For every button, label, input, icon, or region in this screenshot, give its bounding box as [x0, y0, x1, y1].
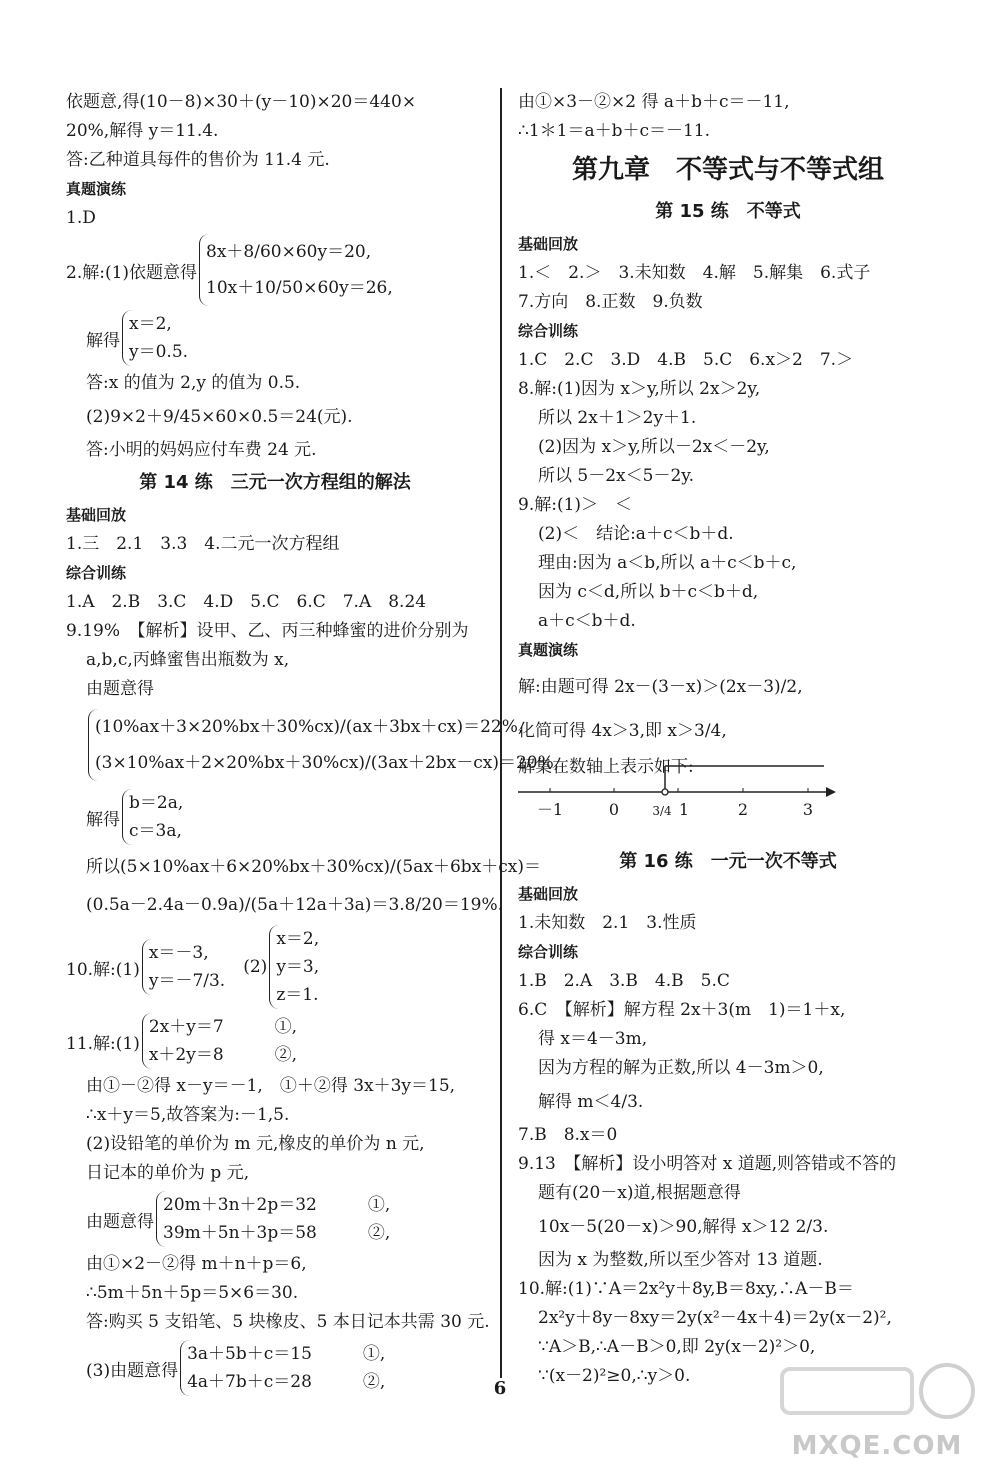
brace-group: [199, 234, 393, 306]
lesson-title: 第 14 练 三元一次方程组的解法: [139, 472, 411, 493]
text-line: a＋c＜b＋d.: [538, 611, 636, 631]
section-heading: 基础回放: [66, 506, 127, 524]
text-line: 9.19% 【解析】设甲、乙、丙三种蜂蜜的进价分别为: [66, 621, 469, 641]
answer-line: 7.方向 8.正数 9.负数: [518, 292, 703, 312]
text-line: (2)9×2＋9/45×60×0.5＝24(元).: [86, 407, 353, 427]
equation: y＝0.5.: [129, 342, 189, 362]
right-column: [518, 88, 938, 1391]
tick-label: 3/4: [652, 804, 672, 818]
tick-label: －1: [536, 800, 564, 819]
answer-line: 7.B 8.x＝0: [518, 1125, 618, 1145]
text-line: 理由:因为 a＜b,所以 a＋c＜b＋c,: [538, 553, 797, 573]
answer-label: 2.解:(1)依题意得: [66, 262, 198, 283]
answer-line: 1.未知数 2.1 3.性质: [518, 913, 697, 933]
brace-group: [142, 939, 225, 995]
equation: 10x＋10/50×60y＝26,: [206, 278, 393, 298]
solution-system: [66, 307, 484, 369]
solution-system: [66, 786, 484, 848]
equation: x＝2,: [129, 314, 172, 334]
watermark: [772, 1351, 982, 1461]
lesson-title: 第 16 练 一元一次不等式: [619, 851, 837, 872]
equation: 3a＋5b＋c＝15 ①,: [187, 1344, 386, 1364]
text-line: 由①－②得 x－y＝－1, ①＋②得 3x＋3y＝15,: [86, 1076, 456, 1096]
answer-label: (3)由题意得: [86, 1360, 179, 1381]
text-line: a,b,c,丙蜂蜜售出瓶数为 x,: [86, 650, 290, 670]
equation: 20m＋3n＋2p＝32 ①,: [163, 1195, 391, 1215]
text-line: 因为方程的解为正数,所以 4－3m＞0,: [538, 1058, 824, 1078]
section-heading: 综合训练: [518, 943, 579, 961]
text-line: (2)＜ 结论:a＋c＜b＋d.: [538, 524, 734, 544]
watermark-logo-icon: [772, 1351, 982, 1431]
text-line: 解:由题可得 2x－(3－x)＞(2x－3)/2,: [518, 677, 803, 697]
brace-group: [269, 925, 319, 1009]
text-line: 9.13 【解析】设小明答对 x 道题,则答错或不答的: [518, 1154, 897, 1174]
answer-label: 11.解:(1): [66, 1033, 140, 1054]
text-line: 8.解:(1)因为 x＞y,所以 2x＞2y,: [518, 379, 761, 399]
solution-systems: [66, 924, 484, 1010]
text-line: 答:小明的妈妈应付车费 24 元.: [86, 440, 317, 460]
text-line: ∴5m＋5n＋5p＝5×6＝30.: [86, 1283, 299, 1303]
text-line: 由①×2－②得 m＋n＋p＝6,: [86, 1254, 307, 1274]
text-line: 10.解:(1)∵A＝2x²y＋8y,B＝8xy,∴A－B＝: [518, 1279, 854, 1299]
answer-label: 解得: [86, 330, 120, 351]
text-line: 得 x＝4－3m,: [538, 1029, 648, 1049]
equation: c＝3a,: [129, 821, 182, 841]
brace-group: [156, 1191, 390, 1247]
text-line: ∴x＋y＝5,故答案为:－1,5.: [86, 1105, 290, 1125]
text-line: 化简可得 4x＞3,即 x＞3/4,: [518, 721, 727, 741]
text-line: 由①×3－②×2 得 a＋b＋c＝－11,: [518, 92, 790, 112]
equation: y＝－7/3.: [148, 971, 226, 991]
section-heading: 真题演练: [518, 641, 579, 659]
equation: (3×10%ax＋2×20%bx＋30%cx)/(3ax＋2bx－cx)＝20%,: [95, 753, 560, 773]
answer-label: (2): [243, 957, 268, 977]
left-column: [66, 88, 560, 1399]
equation: 2x＋y＝7 ①,: [148, 1017, 298, 1037]
text-line: 解得 m＜4/3.: [538, 1092, 644, 1112]
equation-system: [66, 1188, 484, 1250]
text-line: (0.5a－2.4a－0.9a)/(5a＋12a＋3a)＝3.8/20＝19%.: [86, 895, 504, 915]
text-line: 所以 2x＋1＞2y＋1.: [538, 408, 697, 428]
text-line: (2)设铅笔的单价为 m 元,橡皮的单价为 n 元,: [86, 1134, 425, 1154]
text-line: ∵A＞B,∴A－B＞0,即 2y(x－2)²＞0,: [538, 1337, 816, 1357]
text-line: 所以(5×10%ax＋6×20%bx＋30%cx)/(5ax＋6bx＋cx)＝: [86, 857, 541, 877]
answer-label: 解得: [86, 809, 120, 830]
equation: (10%ax＋3×20%bx＋30%cx)/(ax＋3bx＋cx)＝22%,: [95, 717, 524, 737]
equation: 8x＋8/60×60y＝20,: [206, 242, 372, 262]
text-line: ∴1＊1＝a＋b＋c＝－11.: [518, 121, 711, 141]
equation: z＝1.: [276, 985, 319, 1005]
equation: y＝3,: [276, 957, 320, 977]
equation: x＝－3,: [148, 943, 209, 963]
answer-line: 1.C 2.C 3.D 4.B 5.C 6.x＞2 7.＞: [518, 350, 854, 370]
answer-label: 由题意得: [86, 1211, 154, 1232]
equation-system: [66, 1010, 484, 1072]
text-line: 答:乙种道具每件的售价为 11.4 元.: [66, 150, 330, 170]
section-heading: 真题演练: [66, 180, 127, 198]
brace-group: [88, 709, 559, 781]
answer-line: 1.＜ 2.＞ 3.未知数 4.解 5.解集 6.式子: [518, 263, 871, 283]
tick-label: 0: [608, 800, 620, 819]
answer-line: 1.A 2.B 3.C 4.D 5.C 6.C 7.A 8.24: [66, 592, 427, 612]
brace-group: [142, 1013, 297, 1069]
text-line: 所以 5－2x＜5－2y.: [538, 466, 695, 486]
answer-line: 1.D: [66, 208, 96, 228]
text-line: 答:x 的值为 2,y 的值为 0.5.: [86, 373, 301, 393]
section-heading: 基础回放: [518, 235, 579, 253]
section-heading: 基础回放: [518, 885, 579, 903]
tick-label: 2: [737, 800, 749, 819]
answer-label: 10.解:(1): [66, 959, 140, 980]
text-line: ∵(x－2)²≥0,∴y＞0.: [538, 1366, 691, 1386]
open-point: [662, 789, 668, 795]
equation-system: [66, 704, 560, 786]
text-line: (2)因为 x＞y,所以－2x＜－2y,: [538, 437, 770, 457]
number-line: [518, 760, 838, 820]
section-heading: 综合训练: [66, 564, 127, 582]
text-line: 2x²y＋8y－8xy＝2y(x²－4x＋4)＝2y(x－2)²,: [538, 1308, 892, 1328]
tick-label: 1: [678, 800, 690, 819]
text-line: 答:购买 5 支铅笔、5 块橡皮、5 本日记本共需 30 元.: [86, 1312, 490, 1332]
equation: 4a＋7b＋c＝28 ②,: [187, 1372, 386, 1392]
text-line: 6.C 【解析】解方程 2x＋3(m 1)＝1＋x,: [518, 1000, 846, 1020]
answer-line: 1.B 2.A 3.B 4.B 5.C: [518, 971, 730, 991]
chapter-title: 第九章 不等式与不等式组: [571, 155, 884, 185]
axis-arrow-icon: [826, 787, 836, 797]
text-line: 依题意,得(10－8)×30＋(y－10)×20＝440×: [66, 92, 417, 112]
tick-label: 3: [802, 800, 814, 819]
brace-group: [122, 789, 183, 845]
text-line: 因为 c＜d,所以 b＋c＜b＋d,: [538, 582, 759, 602]
text-line: 10x－5(20－x)＞90,解得 x＞12 2/3.: [538, 1217, 829, 1237]
equation: b＝2a,: [129, 793, 184, 813]
watermark-text: MXQE.COM: [791, 1431, 963, 1461]
page-number: 6: [493, 1378, 507, 1399]
answer-line: 1.三 2.1 3.3 4.二元一次方程组: [66, 534, 340, 554]
text-line: 由题意得: [86, 679, 154, 699]
equation: 39m＋5n＋3p＝58 ②,: [163, 1223, 391, 1243]
text-line: 题有(20－x)道,根据题意得: [538, 1183, 741, 1203]
lesson-title: 第 15 练 不等式: [655, 201, 801, 222]
text-line: 日记本的单价为 p 元,: [86, 1163, 250, 1183]
text-line: 20%,解得 y＝11.4.: [66, 121, 219, 141]
equation-system: [66, 233, 484, 307]
text-line: 解集在数轴上表示如下:: [518, 757, 694, 777]
text-line: 9.解:(1)＞ ＜: [518, 495, 633, 515]
equation: x＝2,: [276, 929, 320, 949]
brace-group: [122, 310, 188, 366]
equation: x＋2y＝8 ②,: [148, 1045, 298, 1065]
text-line: 因为 x 为整数,所以至少答对 13 道题.: [538, 1250, 823, 1270]
section-heading: 综合训练: [518, 322, 579, 340]
